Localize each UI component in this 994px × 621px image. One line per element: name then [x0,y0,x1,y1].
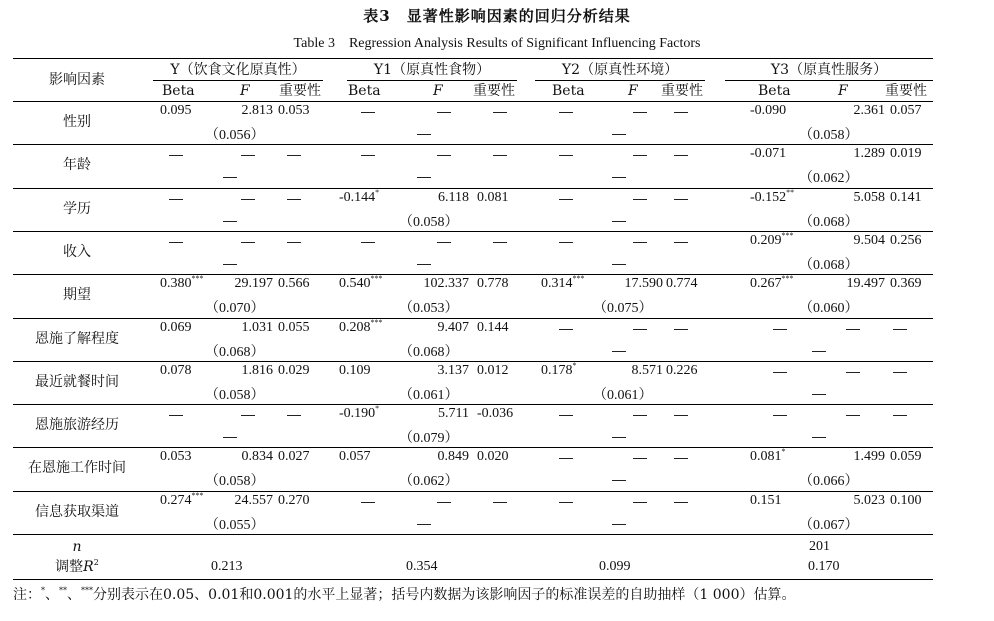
standard-error: （0.068） [205,344,265,360]
significance-marker: *** [781,230,794,240]
empty-dash [417,177,431,178]
note-sep2: 、 [67,587,81,603]
f-value: 3.137 [437,362,469,378]
importance-value: 0.053 [278,103,310,118]
significance-marker: *** [370,274,383,284]
empty-dash [612,134,626,135]
empty-dash [493,155,507,156]
regression-table [13,58,933,580]
empty-dash [674,502,688,503]
empty-dash [893,372,907,373]
empty-dash [612,264,626,265]
f-value: 5.023 [853,492,885,508]
beta-cell [750,230,794,249]
row-label: 信息获取渠道 [35,503,119,520]
col-header-imp-y2: 重要性 [661,83,703,99]
beta-cell [750,449,786,465]
r2-value-y2: 0.099 [599,559,631,574]
empty-dash [241,415,255,416]
col-header-imp-y1: 重要性 [473,83,515,99]
beta-cell [160,320,192,336]
row-label: 最近就餐时间 [35,373,119,390]
r2-label-text: 调整 [55,559,84,575]
empty-dash [633,458,647,459]
empty-dash [633,112,647,113]
f-value: 8.571 [631,362,663,378]
beta-value: -0.190 [339,406,376,422]
empty-dash [773,329,787,330]
beta-value: 0.109 [339,362,371,378]
col-header-imp-y3: 重要性 [885,83,927,99]
empty-dash [674,242,688,243]
beta-value: 0.208 [339,319,371,335]
standard-error: （0.068） [799,214,859,230]
empty-dash [223,221,237,222]
f-value: 17.590 [624,276,663,292]
importance-value: 0.019 [890,146,922,162]
note-text: 分别表示在0.05、0.01和0.001的水平上显著；括号内数据为该影响因子的标准误差的自助抽样（1 000）估算。 [93,587,796,603]
importance-value: 0.027 [278,449,310,465]
f-value: 9.407 [437,319,469,335]
f-value: 5.058 [853,189,885,205]
row-rule [13,188,933,189]
empty-dash [633,155,647,156]
importance-value: 0.141 [890,189,922,205]
significance-marker: * [572,360,577,370]
importance-value: 0.226 [666,362,698,378]
row-rule [13,404,933,405]
beta-value: 0.081 [750,449,782,465]
standard-error: （0.075） [593,301,653,317]
note-sig3: *** [81,586,93,595]
significance-marker: *** [370,317,383,327]
beta-value: 0.078 [160,362,192,378]
f-value: 19.497 [846,276,885,292]
col-header-f-y1: F [433,83,443,99]
importance-value: 0.100 [890,492,922,508]
empty-dash [612,437,626,438]
f-value: 2.361 [853,103,885,118]
empty-dash [417,524,431,525]
row-label: 恩施旅游经历 [35,417,119,434]
beta-cell [339,187,380,206]
standard-error: （0.058） [205,474,265,490]
standard-error: （0.058） [205,387,265,403]
beta-cell [750,276,794,292]
empty-dash [893,329,907,330]
standard-error: （0.056） [205,128,265,143]
empty-dash [633,242,647,243]
importance-value: 0.566 [278,276,310,292]
r2-exp: 2 [93,558,99,567]
empty-dash [612,351,626,352]
f-value: 1.289 [853,146,885,162]
row-label: 在恩施工作时间 [28,460,126,477]
beta-cell [339,449,371,465]
empty-dash [287,155,301,156]
empty-dash [169,242,183,243]
table-title-en: Table 3 Regression Analysis Results of Significant Influencing Factors [293,36,701,51]
beta-cell [541,276,585,292]
importance-value: 0.144 [477,319,509,335]
row-label: 收入 [63,243,91,260]
empty-dash [361,502,375,503]
standard-error: （0.062） [399,474,459,490]
standard-error: （0.058） [399,214,459,230]
beta-cell [541,360,577,379]
note-prefix: 注： [13,587,41,603]
standard-error: （0.079） [399,431,459,447]
beta-value: 0.151 [750,492,782,508]
col-header-f-y2: F [628,83,638,99]
r2-symbol: R [83,559,94,575]
importance-value: 0.055 [278,319,310,335]
empty-dash [417,264,431,265]
standard-error: （0.068） [399,344,459,360]
f-value: 0.834 [241,449,273,465]
empty-dash [846,329,860,330]
r2-value-y: 0.213 [211,559,243,574]
f-value: 1.816 [241,362,273,378]
standard-error: （0.061） [399,387,459,403]
f-value: 29.197 [234,276,273,292]
standard-error: （0.060） [799,301,859,317]
empty-dash [612,480,626,481]
significance-marker: ** [786,187,795,197]
empty-dash [812,351,826,352]
f-value: 9.504 [853,232,885,248]
group-header-y1: Y1（原真性食物） [373,62,491,78]
empty-dash [437,502,451,503]
empty-dash [812,437,826,438]
row-rule [13,231,933,232]
col-header-imp-y: 重要性 [279,83,321,99]
importance-value: 0.020 [477,449,509,465]
empty-dash [674,458,688,459]
beta-cell [750,187,795,206]
f-value: 0.849 [437,449,469,465]
beta-value: 0.380 [160,276,192,292]
group-header-y2: Y2（原真性环境） [561,62,679,78]
beta-cell [750,103,786,119]
standard-error: （0.067） [799,517,859,533]
beta-value: 0.069 [160,319,192,335]
importance-value: 0.012 [477,362,509,378]
empty-dash [674,329,688,330]
importance-value: 0.081 [477,189,509,205]
empty-dash [633,502,647,503]
empty-dash [361,112,375,113]
importance-value: 0.778 [477,276,509,292]
row-rule [13,491,933,492]
empty-dash [559,242,573,243]
empty-dash [773,372,787,373]
significance-marker: *** [781,274,794,284]
factor-header: 影响因素 [49,72,105,88]
f-value: 1.031 [241,319,273,335]
beta-value: 0.209 [750,232,782,248]
empty-dash [559,458,573,459]
empty-dash [287,242,301,243]
empty-dash [612,221,626,222]
empty-dash [612,177,626,178]
standard-error: （0.068） [799,257,859,273]
empty-dash [437,112,451,113]
header-rule [13,101,933,102]
empty-dash [559,155,573,156]
empty-dash [241,242,255,243]
standard-error: （0.058） [799,128,859,143]
significance-marker: *** [572,274,585,284]
empty-dash [893,415,907,416]
empty-dash [169,155,183,156]
row-rule [13,447,933,448]
empty-dash [223,264,237,265]
standard-error: （0.062） [799,171,859,187]
standard-error: （0.061） [593,387,653,403]
importance-value: 0.270 [278,492,310,508]
f-value: 2.813 [241,103,273,118]
empty-dash [223,177,237,178]
importance-value: 0.059 [890,449,922,465]
beta-cell [339,406,379,422]
standard-error: （0.066） [799,474,859,490]
importance-value: 0.369 [890,276,922,292]
row-rule [13,361,933,362]
beta-value: 0.314 [541,276,573,292]
empty-dash [287,415,301,416]
significance-marker: *** [191,490,204,500]
empty-dash [493,112,507,113]
beta-value: 0.053 [160,449,192,465]
note-sig2: ** [59,586,67,595]
footer-rule [13,534,933,535]
col-header-beta-y2: Beta [552,83,585,99]
empty-dash [846,372,860,373]
n-label: n [72,539,82,555]
r2-value-y1: 0.354 [406,559,438,574]
empty-dash [633,415,647,416]
significance-marker: *** [191,274,204,284]
beta-value: 0.267 [750,276,782,292]
beta-value: 0.178 [541,362,573,378]
empty-dash [169,415,183,416]
empty-dash [674,199,688,200]
col-header-beta-y1: Beta [348,83,381,99]
col-header-beta-y: Beta [162,83,195,99]
row-label: 学历 [63,200,91,217]
empty-dash [169,199,183,200]
col-header-f-y: F [240,83,250,99]
empty-dash [223,437,237,438]
group-header-y3: Y3（原真性服务） [770,62,888,78]
note-sep1: 、 [45,587,59,603]
col-header-f-y3: F [838,83,848,99]
f-value: 24.557 [234,492,273,508]
empty-dash [361,155,375,156]
empty-dash [559,415,573,416]
f-value: 6.118 [438,189,469,205]
empty-dash [559,199,573,200]
row-label: 年龄 [63,157,91,174]
empty-dash [287,199,301,200]
row-rule [13,144,933,145]
standard-error: （0.070） [205,301,265,317]
beta-cell [160,490,204,509]
beta-cell [160,276,204,292]
empty-dash [417,134,431,135]
beta-value: 0.095 [160,103,192,118]
empty-dash [559,329,573,330]
row-label: 性别 [63,114,91,130]
col-header-beta-y3: Beta [758,83,791,99]
empty-dash [241,199,255,200]
empty-dash [674,415,688,416]
beta-cell [750,493,782,509]
standard-error: （0.053） [399,301,459,317]
f-value: 102.337 [423,276,469,292]
beta-value: -0.152 [750,189,787,205]
beta-cell [339,276,383,292]
table-title-cn: 表3 显著性影响因素的回归分析结果 [363,7,631,25]
importance-value: 0.774 [666,276,698,292]
standard-error: （0.055） [205,517,265,533]
significance-marker: * [375,187,380,197]
importance-value: 0.057 [890,103,922,118]
beta-cell [339,363,371,379]
beta-cell [160,103,192,119]
beta-cell [160,449,192,465]
empty-dash [361,242,375,243]
empty-dash [437,155,451,156]
empty-dash [812,394,826,395]
empty-dash [633,329,647,330]
empty-dash [241,155,255,156]
f-value: 1.499 [853,449,885,465]
beta-cell [339,317,383,336]
empty-dash [493,242,507,243]
beta-value: -0.090 [750,103,787,118]
beta-value: -0.071 [750,146,787,162]
empty-dash [559,502,573,503]
beta-value: 0.540 [339,276,371,292]
beta-cell [750,146,786,162]
importance-value: 0.029 [278,362,310,378]
n-value: 201 [809,539,830,554]
empty-dash [846,415,860,416]
significance-marker: * [781,447,786,457]
group-header-y: Y（饮食文化原真性） [170,62,306,78]
row-rule [13,274,933,275]
empty-dash [674,155,688,156]
beta-cell [160,363,192,379]
empty-dash [559,112,573,113]
empty-dash [493,502,507,503]
importance-value: 0.256 [890,232,922,248]
r2-label [13,557,141,577]
row-label: 期望 [63,287,91,304]
empty-dash [773,415,787,416]
empty-dash [674,112,688,113]
f-value: 5.711 [438,406,469,422]
empty-dash [437,242,451,243]
row-rule [13,318,933,319]
importance-value: -0.036 [477,406,514,422]
beta-value: 0.274 [160,492,192,508]
empty-dash [633,199,647,200]
row-label: 恩施了解程度 [35,330,119,347]
note-sig1: * [41,586,45,595]
significance-marker: * [375,404,380,414]
beta-value: -0.144 [339,189,376,205]
r2-value-y3: 0.170 [808,559,840,574]
table-note [13,584,796,604]
beta-value: 0.057 [339,449,371,465]
empty-dash [612,524,626,525]
